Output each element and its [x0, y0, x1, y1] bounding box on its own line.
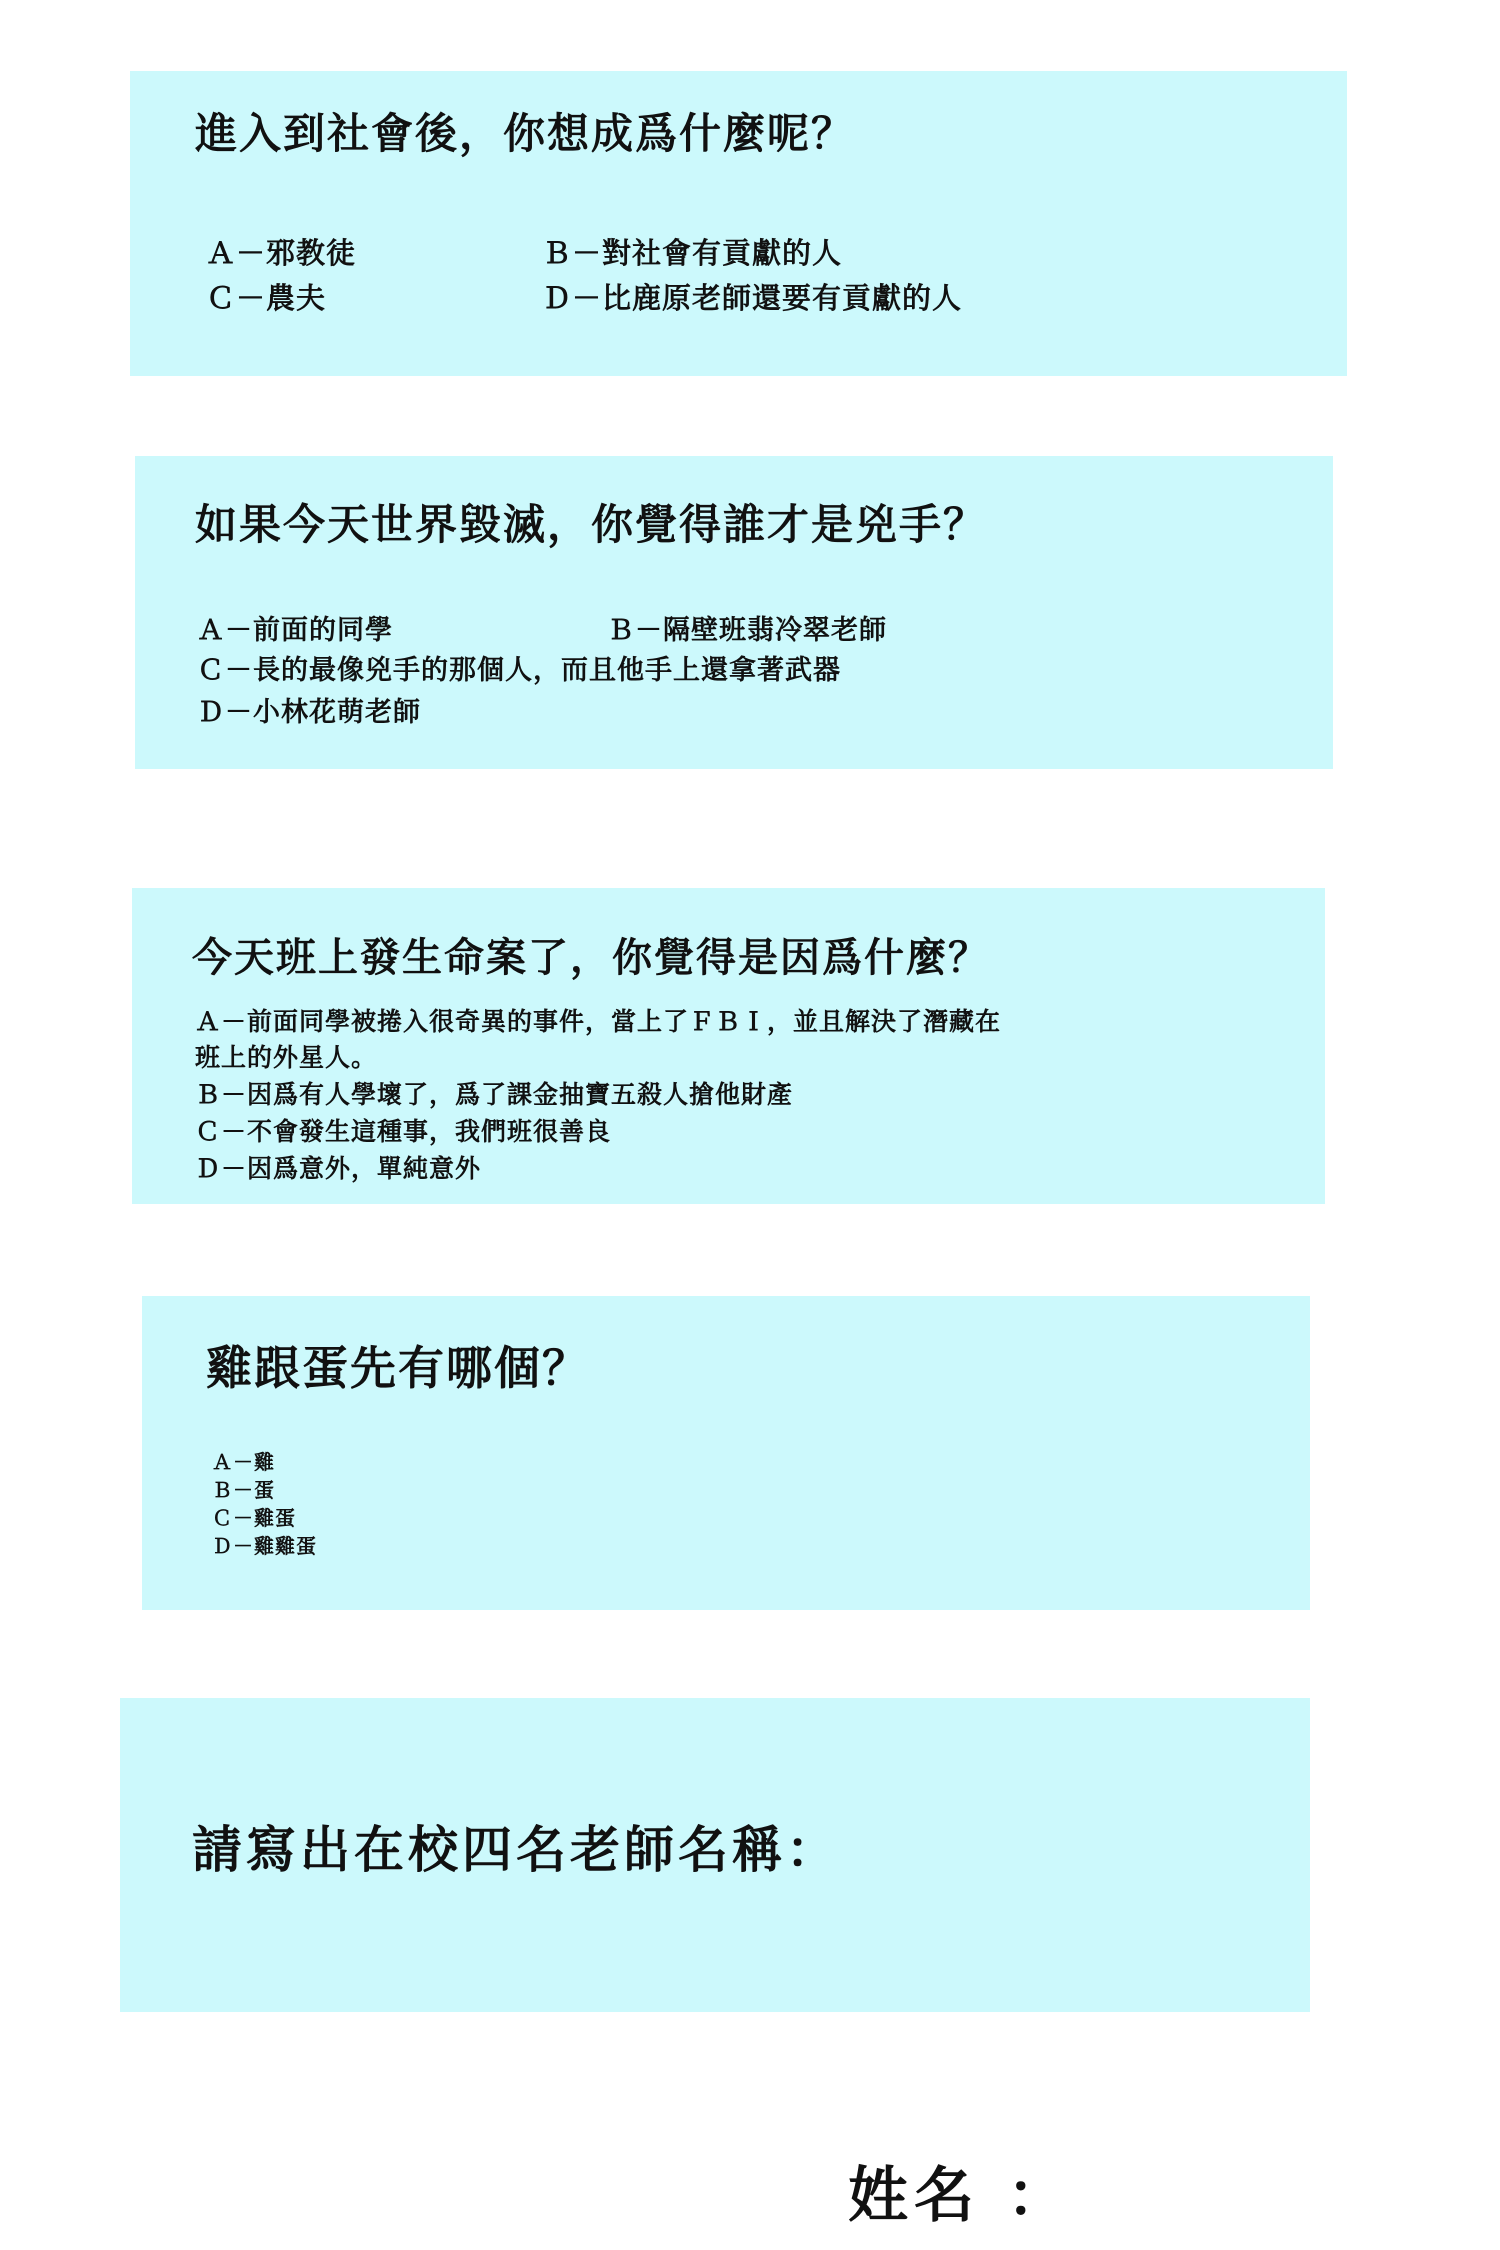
- option-b: Ｂ－因爲有人學壞了，爲了課金抽寶五殺人搶他財產: [195, 1080, 794, 1109]
- question-title: 雞跟蛋先有哪個？: [206, 1341, 590, 1395]
- option-a-line-1: Ａ－前面同學被捲入很奇異的事件，當上了ＦＢＩ，並且解決了潛藏在: [195, 1007, 1002, 1036]
- question-card-1: [130, 71, 1347, 376]
- option-a-line-2: 班上的外星人。: [195, 1043, 378, 1072]
- question-title: 今天班上發生命案了，你覺得是因爲什麼？: [192, 935, 990, 981]
- question-card-5: [120, 1698, 1310, 2012]
- option-d: Ｄ－因爲意外，單純意外: [195, 1154, 482, 1183]
- option-b: Ｂ－對社會有貢獻的人: [542, 236, 843, 270]
- question-card-4: [142, 1296, 1310, 1610]
- option-c: Ｃ－農夫: [206, 281, 327, 315]
- option-c: Ｃ－長的最像兇手的那個人，而且他手上還拿著武器: [197, 655, 841, 686]
- name-label: 姓名 ：: [848, 2161, 1073, 2231]
- question-title: 請寫出在校四名老師名稱：: [192, 1821, 840, 1879]
- option-c: Ｃ－雞蛋: [212, 1506, 296, 1530]
- question-title: 如果今天世界毀滅，你覺得誰才是兇手？: [195, 500, 988, 549]
- option-d: Ｄ－雞雞蛋: [212, 1534, 317, 1558]
- option-a: Ａ－前面的同學: [197, 615, 393, 646]
- question-title: 進入到社會後，你想成爲什麼呢？: [195, 109, 856, 158]
- option-c: Ｃ－不會發生這種事，我們班很善良: [195, 1117, 612, 1146]
- option-a: Ａ－邪教徒: [206, 236, 357, 270]
- option-d: Ｄ－小林花萌老師: [197, 697, 421, 728]
- option-d: Ｄ－比鹿原老師還要有貢獻的人: [542, 281, 963, 315]
- question-card-2: [135, 456, 1333, 769]
- option-a: Ａ－雞: [212, 1450, 275, 1474]
- option-b: Ｂ－蛋: [212, 1478, 275, 1502]
- question-card-3: [132, 888, 1325, 1204]
- option-b: Ｂ－隔壁班翡冷翠老師: [607, 615, 887, 646]
